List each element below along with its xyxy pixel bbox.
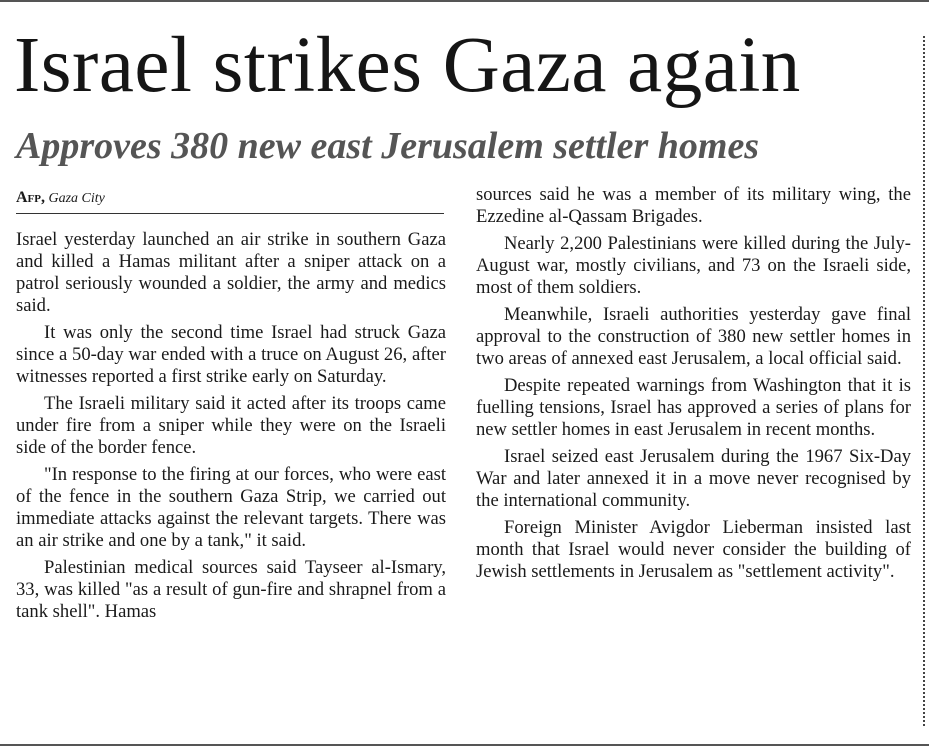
paragraph: Despite repeated warnings from Washington that it is fuelling tensions, Israel has approved a series of plans for new settler homes in east Jerusalem in recent months. (476, 375, 911, 440)
paragraph: Israel seized east Jerusalem during the 1967 Six-Day War and later annexed it in a move never recognised by the international community. (476, 446, 911, 511)
bottom-rule (0, 744, 929, 746)
paragraph: "In response to the firing at our forces, who were east of the fence in the southern Gaza Strip, we carried out immediate attacks against the relevant targets. There was an air strike and one by a tank," it said. (16, 464, 446, 551)
column-dotted-rule (923, 36, 925, 726)
paragraph: Foreign Minister Avigdor Lieberman insisted last month that Israel would never consider the building of Jewish settlements in Jerusalem as "settlement activity". (476, 517, 911, 582)
paragraph: Palestinian medical sources said Tayseer al-Ismary, 33, was killed "as a result of gun-fire and shrapnel from a tank shell". Hamas (16, 557, 446, 622)
paragraph: Meanwhile, Israeli authorities yesterday gave final approval to the construction of 380 new settler homes in two areas of annexed east Jerusalem, a local official said. (476, 304, 911, 369)
subheadline: Approves 380 new east Jerusalem settler homes (16, 125, 760, 167)
paragraph: Israel yesterday launched an air strike in southern Gaza and killed a Hamas militant after a sniper attack on a patrol seriously wounded a soldier, the army and medics said. (16, 229, 446, 316)
paragraph: Nearly 2,200 Palestinians were killed during the July-August war, mostly civilians, and 73 on the Israeli side, most of them soldiers. (476, 233, 911, 298)
article-column-right (476, 184, 911, 588)
byline-rule (16, 213, 444, 214)
headline: Israel strikes Gaza again (14, 22, 801, 109)
paragraph: The Israeli military said it acted after its troops came under fire from a sniper while they were on the Israeli side of the border fence. (16, 393, 446, 458)
byline-location: Gaza City (48, 191, 105, 206)
article-column-left (16, 229, 446, 628)
byline (16, 189, 442, 208)
byline-agency: Afp, (16, 189, 45, 206)
paragraph: sources said he was a member of its military wing, the Ezzedine al-Qassam Brigades. (476, 184, 911, 227)
top-rule (0, 0, 929, 2)
paragraph: It was only the second time Israel had struck Gaza since a 50-day war ended with a truce on August 26, after witnesses reported a first strike early on Saturday. (16, 322, 446, 387)
